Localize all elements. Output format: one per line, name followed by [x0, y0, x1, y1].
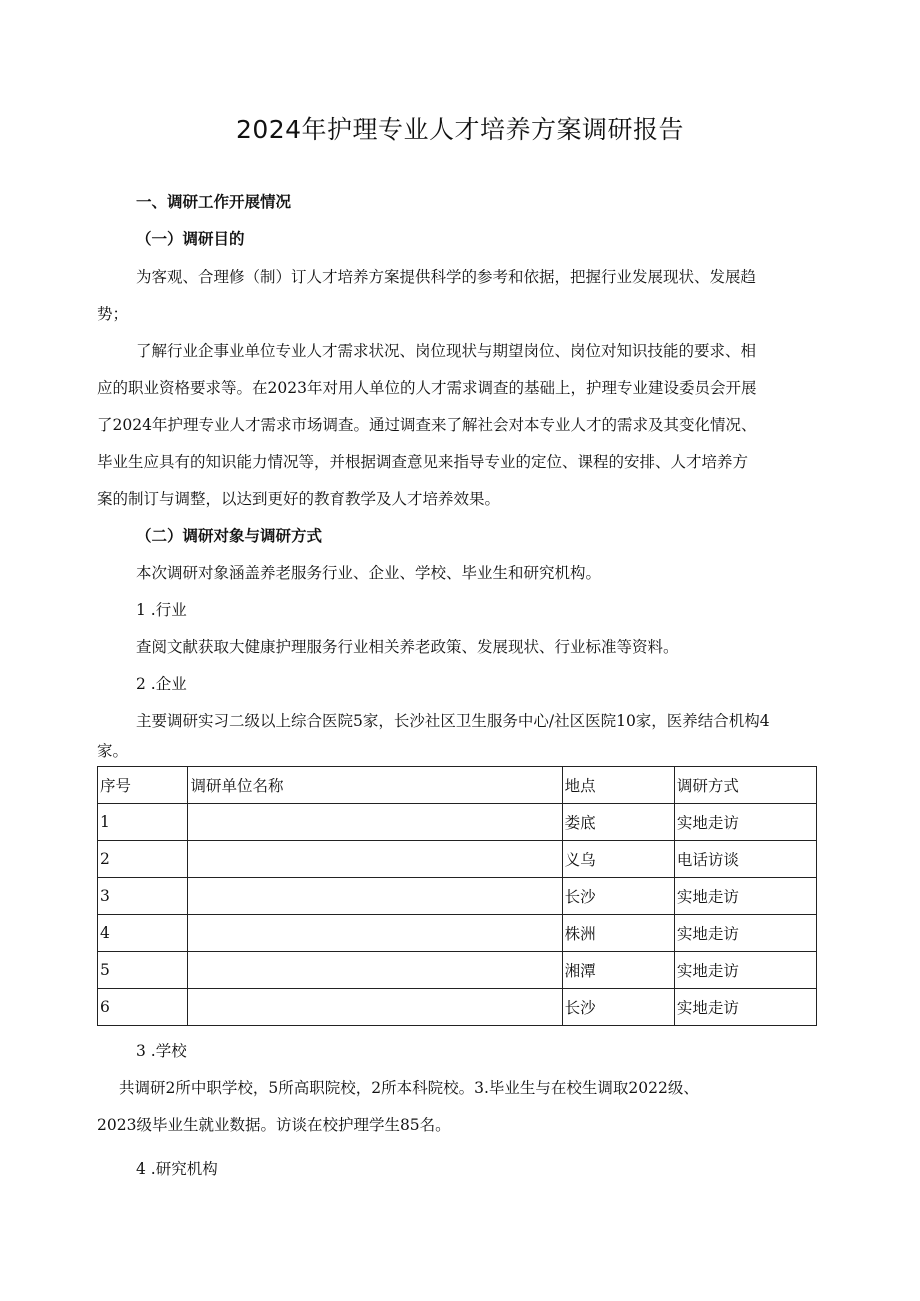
paragraph-understand-line-1: 了解行业企事业单位专业人才需求状况、岗位现状与期望岗位、岗位对知识技能的要求、相 — [136, 342, 757, 360]
header-cell-method: 调研方式 — [674, 767, 816, 804]
cell-index: 6 — [98, 989, 188, 1026]
cell-method: 实地走访 — [674, 804, 816, 841]
header-cell-unit-name: 调研单位名称 — [188, 767, 562, 804]
item-school-line-1: 共调研2所中职学校，5所高职院校，2所本科院校。3.毕业生与在校生调取2022级、 — [119, 1079, 699, 1097]
item-school-line-2: 2023级毕业生就业数据。访谈在校护理学生85名。 — [97, 1116, 451, 1134]
table-row — [98, 878, 817, 915]
cell-location: 株洲 — [562, 915, 674, 952]
cell-index: 2 — [98, 841, 188, 878]
subsection-heading-objects: （二）调研对象与调研方式 — [136, 527, 323, 545]
table-row — [98, 804, 817, 841]
cell-index: 4 — [98, 915, 188, 952]
item-school-label: 3 .学校 — [136, 1042, 187, 1060]
document-title: 2024年护理专业人才培养方案调研报告 — [235, 115, 685, 144]
cell-location: 义乌 — [562, 841, 674, 878]
table-row — [98, 915, 817, 952]
paragraph-understand-line-5: 案的制订与调整，以达到更好的教育教学及人才培养效果。 — [97, 490, 501, 508]
cell-location: 湘潭 — [562, 952, 674, 989]
table-row — [98, 989, 817, 1026]
cell-unit-name — [188, 841, 562, 878]
cell-location: 长沙 — [562, 989, 674, 1026]
subsection-heading-purpose: （一）调研目的 — [136, 230, 245, 248]
item-industry-label: 1 .行业 — [136, 601, 187, 619]
cell-unit-name — [188, 915, 562, 952]
table-row — [98, 952, 817, 989]
cell-method: 实地走访 — [674, 878, 816, 915]
cell-index: 5 — [98, 952, 188, 989]
header-cell-index: 序号 — [98, 767, 188, 804]
item-enterprise-label: 2 .企业 — [136, 675, 187, 693]
cell-unit-name — [188, 989, 562, 1026]
section-heading-1: 一、调研工作开展情况 — [136, 193, 292, 211]
item-enterprise-line-1: 主要调研实习二级以上综合医院5家，长沙社区卫生服务中心/社区医院10家，医养结合机构4 — [136, 712, 770, 730]
cell-unit-name — [188, 952, 562, 989]
paragraph-understand-line-4: 毕业生应具有的知识能力情况等，并根据调查意见来指导专业的定位、课程的安排、人才培养方 — [97, 453, 749, 471]
cell-method: 实地走访 — [674, 989, 816, 1026]
item-industry-text: 查阅文献获取大健康护理服务行业相关养老政策、发展现状、行业标准等资料。 — [136, 638, 679, 656]
cell-index: 3 — [98, 878, 188, 915]
table-row — [98, 841, 817, 878]
header-cell-location: 地点 — [562, 767, 674, 804]
cell-method: 实地走访 — [674, 952, 816, 989]
cell-location: 长沙 — [562, 878, 674, 915]
paragraph-purpose-line-2: 势； — [97, 305, 129, 323]
paragraph-understand-line-2: 应的职业资格要求等。在2023年对用人单位的人才需求调查的基础上，护理专业建设委员会开展 — [97, 379, 757, 397]
paragraph-understand-line-3: 了2024年护理专业人才需求市场调查。通过调查来了解社会对本专业人才的需求及其变化情况、 — [97, 416, 757, 434]
item-research-institution-label: 4 .研究机构 — [136, 1160, 218, 1178]
item-enterprise-line-2: 家。 — [97, 742, 129, 760]
research-units-table — [97, 766, 817, 1026]
paragraph-objects-intro: 本次调研对象涵盖养老服务行业、企业、学校、毕业生和研究机构。 — [136, 564, 602, 582]
cell-unit-name — [188, 804, 562, 841]
cell-location: 娄底 — [562, 804, 674, 841]
table-header-row — [98, 767, 817, 804]
cell-method: 实地走访 — [674, 915, 816, 952]
cell-index: 1 — [98, 804, 188, 841]
paragraph-purpose-line-1: 为客观、合理修（制）订人才培养方案提供科学的参考和依据，把握行业发展现状、发展趋 — [136, 268, 757, 286]
cell-unit-name — [188, 878, 562, 915]
cell-method: 电话访谈 — [674, 841, 816, 878]
